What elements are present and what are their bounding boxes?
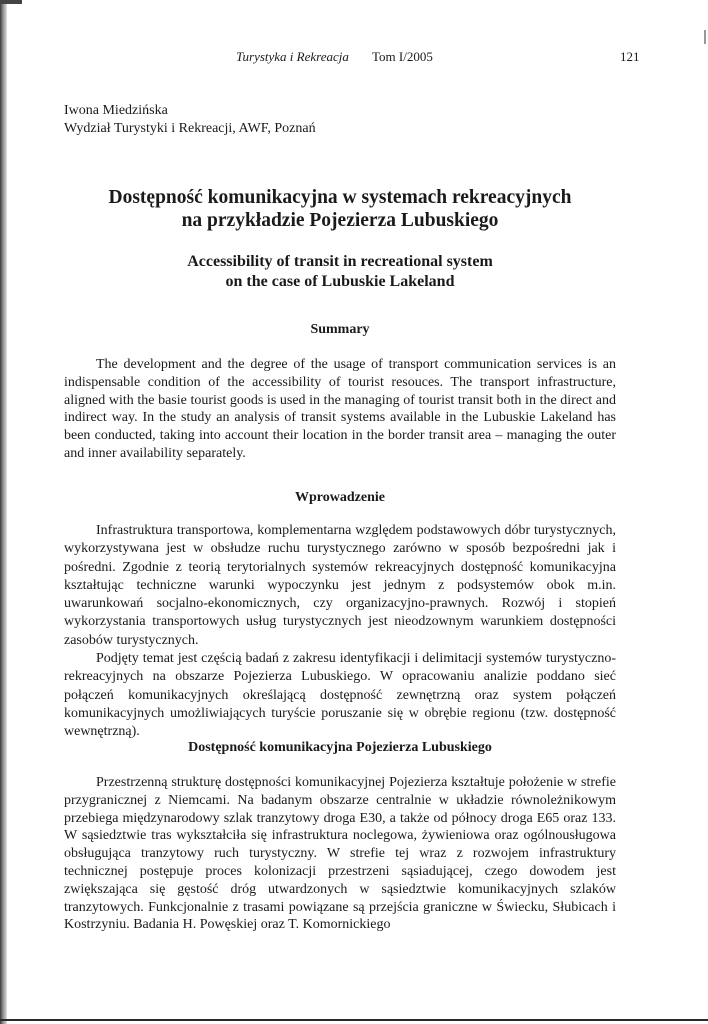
introduction-body xyxy=(64,522,616,742)
paper-title-polish xyxy=(64,186,616,232)
paper-title-english xyxy=(64,252,616,292)
section-paragraph-1: Przestrzenną strukturę dostępności komunikacyjnej Pojezierza kształtuje położenie w strefie przygranicznej z Niemcami. Na badanym obszarze centralnie w układzie równoleżnikowym przebiega międzynarodowy szlak tranzytowy droga E30, a także od północy droga E65 oraz 133. W sąsiedztwie tras wykształciła się infrastruktura noclegowa, żywieniowa oraz ogólnousługowa obsługująca tranzytowy ruch turystyczny. W strefie tej wraz z rozwojem infrastruktury technicznej postępuje proces kolonizacji przestrzeni sąsiadującej, czego dowodem jest zwiększająca się gęstość dróg utwardzonych w sąsiedztwie komunikacyjnych szlaków tranzytowych. Funkcjonalnie z trasami powiązane są przejścia graniczne w Świecku, Słubicach i Kostrzyniu. Badania H. Powęskiej oraz T. Komornickiego xyxy=(64,775,616,933)
introduction-heading: Wprowadzenie xyxy=(295,490,385,505)
section-heading: Dostępność komunikacyjna Pojezierza Lubuskiego xyxy=(188,740,492,755)
summary-paragraph: The development and the degree of the usage of transport communication services is an indispensable condition of the accessibility of tourist resouces. The transport infrastructure, aligned with the basie tourist goods is used in the managing of tourist transit both in the direct and indirect way. In the study an analysis of transit systems available in the Lubuskie Lakeland has been conducted, taking into account their location in the border transit area – managing the outer and inner availability separately. xyxy=(64,357,616,461)
title-en-line-1: Accessibility of transit in recreational system xyxy=(187,253,493,270)
author-affiliation: Wydział Turystyki i Rekreacji, AWF, Poznań xyxy=(64,121,316,136)
scan-bottom-edge xyxy=(0,1019,708,1021)
section-body xyxy=(64,774,616,934)
title-pl-line-2: na przykładzie Pojezierza Lubuskiego xyxy=(181,210,499,231)
page-number: 121 xyxy=(620,49,640,64)
scan-right-mark xyxy=(704,30,706,44)
title-en-line-2: on the case of Lubuskie Lakeland xyxy=(225,273,455,290)
author-block xyxy=(64,102,624,138)
scan-top-mark xyxy=(0,0,22,4)
volume-label: Tom I/2005 xyxy=(372,49,433,64)
title-pl-line-1: Dostępność komunikacyjna w systemach rekreacyjnych xyxy=(108,187,572,208)
author-name: Iwona Miedzińska xyxy=(64,103,168,118)
introduction-paragraph-1: Infrastruktura transportowa, komplementarna względem podstawowych dóbr turystycznych, wykorzystywana jest w obsłudze ruchu turystycznego zarówno w sposób bezpośredni jak i pośredni. Zgodnie z teorią terytorialnych systemów rekreacyjnych dostępność komunikacyjna kształtując techniczne warunki wypoczynku jest jednym z podsystemów obok m.in. uwarunkowań socjalno-ekonomicznych, czy organizacyjno-prawnych. Rozwój i stopień wykorzystania transportowych usług turystycznych jest nieodzownym warunkiem dostępności zasobów turystycznych. xyxy=(64,523,616,648)
scan-left-edge xyxy=(0,0,7,1024)
journal-name: Turystyka i Rekreacja xyxy=(236,49,349,64)
introduction-paragraph-2: Podjęty temat jest częścią badań z zakresu identyfikacji i delimitacji systemów turystyczno-rekreacyjnych na obszarze Pojezierza Lubuskiego. W opracowaniu analizie poddano sieć połączeń komunikacyjnych określającą dostępność zewnętrzną oraz system połączeń komunikacyjnych umożliwiających turyście poruszanie się w obrębie regionu (tzw. dostępność wewnętrzną). xyxy=(64,651,616,740)
summary-heading: Summary xyxy=(310,322,370,337)
running-header xyxy=(0,49,708,67)
